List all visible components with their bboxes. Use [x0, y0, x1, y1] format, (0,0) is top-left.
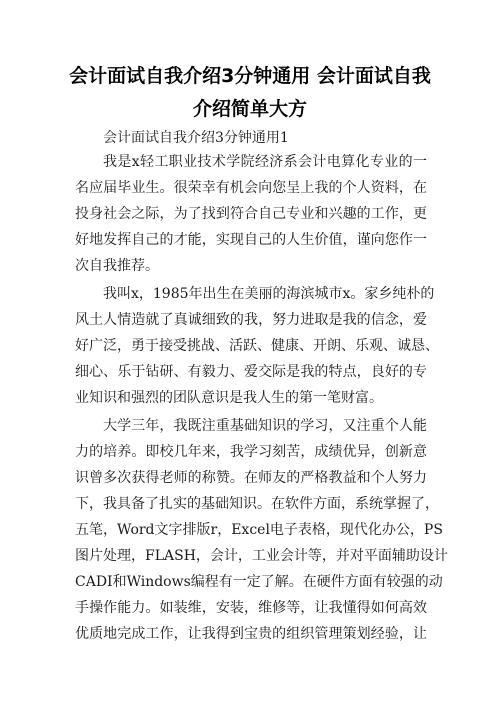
body-line: 识曾多次获得老师的称赞。在师友的严格教益和个人努力 [75, 470, 427, 486]
body-line: 我叫x，1985年出生在美丽的海滨城市x。家乡纯朴的 [103, 286, 435, 302]
document-title-line-1: 会计面试自我介绍3分钟通用 会计面试自我 [69, 65, 431, 87]
body-line: 力的培养。即校几年来，我学习刻苦，成绩优异，创新意 [75, 444, 427, 460]
body-line: 名应届毕业生。很荣幸有机会向您呈上我的个人资料，在 [75, 180, 427, 196]
body-line: 手操作能力。如装维，安装，维修等，让我懂得如何高效 [75, 600, 427, 616]
body-line: 优质地完成工作，让我得到宝贵的组织管理策划经验，让 [75, 626, 427, 642]
body-line: 投身社会之际，为了找到符合自己专业和兴趣的工作，更 [75, 206, 427, 222]
body-line: 我是x轻工职业技术学院经济系会计电算化专业的一 [103, 154, 427, 170]
body-line: 次自我推荐。 [75, 258, 159, 274]
body-line: 好地发挥自己的才能，实现自己的人生价值，谨向您作一 [75, 232, 427, 248]
body-line: 风土人情造就了真诚细致的我，努力进取是我的信念，爱 [75, 312, 427, 328]
body-line: 细心、乐于钻研、有毅力、爱交际是我的特点，良好的专 [75, 364, 427, 380]
body-line: 好广泛，勇于接受挑战、活跃、健康、开朗、乐观、诚恳、 [75, 338, 439, 354]
body-line: 下，我具备了扎实的基础知识。在软件方面，系统掌握了， [75, 496, 439, 512]
body-line: 图片处理，FLASH，会计，工业会计等，并对平面辅助设计 [75, 548, 448, 564]
body-line: CADI和Windows编程有一定了解。在硬件方面有较强的动 [75, 574, 443, 590]
body-line: 五笔，Word文字排版r，Excel电子表格，现代化办公，PS [75, 522, 443, 538]
document-title-line-2: 介绍简单大方 [192, 98, 307, 120]
body-line: 大学三年，我既注重基础知识的学习，又注重个人能 [103, 418, 427, 434]
body-line: 业知识和强烈的团队意识是我人生的第一笔财富。 [75, 390, 383, 406]
section-heading: 会计面试自我介绍3分钟通用1 [103, 130, 289, 146]
